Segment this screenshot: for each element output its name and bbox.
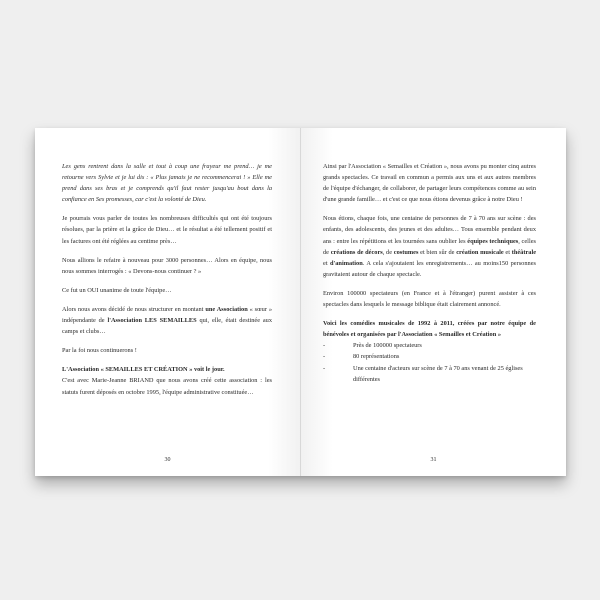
text-run: Nous étions, chaque fois, une centaine de personnes de 7 à 70 ans sur scène : des enfants, des adolescents, des jeunes et des adultes… Tous ensemble pendant deux ans : entre les répétitions et les tournées sans oublier les (323, 215, 536, 245)
stats-list (323, 340, 536, 384)
left-page (35, 128, 300, 476)
paragraph-difficulties: Je pourrais vous parler de toutes les nombreuses difficultés qui ont été toujours résolues, par la prière et la grâce de Dieu… et le résultat a été tellement positif et les factures ont été réglées au centime près… (62, 215, 272, 245)
list-item: - Une centaine d'acteurs sur scène de 7 à 70 ans venant de 25 églises différentes (323, 363, 536, 385)
paragraph-structure (62, 304, 272, 337)
paragraph-participants (323, 213, 536, 280)
italic-line: comprends qu'il faut rester jusqu'au bout dans la confiance en (62, 185, 272, 204)
text-run: , de (382, 248, 394, 256)
bold-run: une Association (205, 305, 248, 313)
text-run: et bien sûr de (418, 248, 457, 256)
text-run: qui, elle, était destinée aux camps et clubs… (62, 317, 272, 336)
text-run: , celles de (323, 237, 536, 256)
paragraph-musicals-heading (323, 318, 536, 340)
paragraph-five-shows: Ainsi par l'Association « Semailles et Création », nous avons pu monter cinq autres grands spectacles. Ce travail en commun a permis aux uns et aux autres membres de l'équipe d'échanger, de collaborer, de partager leurs compétences comme au sein d'une grande famille… et c'est ce que nous étions devenus grâce à notre Dieu ! (323, 163, 536, 204)
right-page (301, 128, 566, 476)
page-number-right: 31 (430, 456, 437, 463)
bold-run: Voici les comédies musicales de 1992 à 2011, créées par notre équipe de bénévoles et organisées par l'Association « Semailles et Création » (323, 320, 536, 339)
bold-run: costumes (393, 248, 419, 256)
opening-italic-paragraph (62, 161, 272, 205)
paragraph-3000-persons: Nous allions le refaire à nouveau pour 3000 personnes… Alors en équipe, nous nous sommes interrogés : « Devons-nous continuer ? » (62, 256, 272, 275)
list-item: - Près de 100000 spectateurs (323, 340, 536, 351)
paragraph-unanimous-yes: Ce fut un OUI unanime de toute l'équipe… (62, 286, 172, 294)
bold-run: d'animation (329, 259, 363, 267)
paragraph-faith: Par la foi nous continuerons ! (62, 347, 137, 355)
italic-line: Les gens rentrent dans la salle et tout à coup une frayeur me (62, 163, 232, 170)
bold-run: création musicale (456, 248, 504, 256)
text-run: Alors nous avons décidé de nous structurer en montant (62, 305, 206, 313)
page-number-left: 30 (164, 456, 171, 463)
open-book (35, 128, 566, 476)
text-run: « sœur » indépendante de (62, 305, 273, 325)
paragraph-association-founded (62, 364, 272, 397)
bold-run: équipes techniques (467, 237, 519, 245)
bold-run: l'Association LES SEMAILLES (107, 317, 197, 325)
text-run: . A cela s'ajoutaient les enregistrements… au moins150 personnes gravitaient autour de chaque spectacle. (323, 259, 536, 278)
paragraph-spectators: Environ 100000 spectateurs (en France et à l'étranger) purent assister à ces spectacles dans lesquels le message biblique était clairement annoncé. (323, 289, 536, 309)
italic-line: ne recommencerai ! » Elle me prend dans ses bras et je (62, 174, 272, 193)
text-run: C'est avec Marie-Jeanne BRIAND que nous avons créé cette association : les statuts furent déposés en octobre 1995, l'équipe administrative constituée… (62, 377, 272, 396)
text-run: et (503, 248, 512, 256)
italic-line: prend… je me retourne vers Sylvie et je lui dis : « Plus jamais je (62, 163, 272, 182)
text-run: et (323, 259, 330, 267)
bold-heading-run: L'Association « SEMAILLES ET CRÉATION » voit le jour. (62, 366, 225, 374)
list-item: - 80 représentations (323, 351, 536, 362)
bold-run: théâtrale (511, 248, 537, 256)
italic-line: Ses promesses, car c'est la volonté de Dieu. (95, 196, 207, 204)
bold-run: créations de décors (330, 248, 383, 256)
